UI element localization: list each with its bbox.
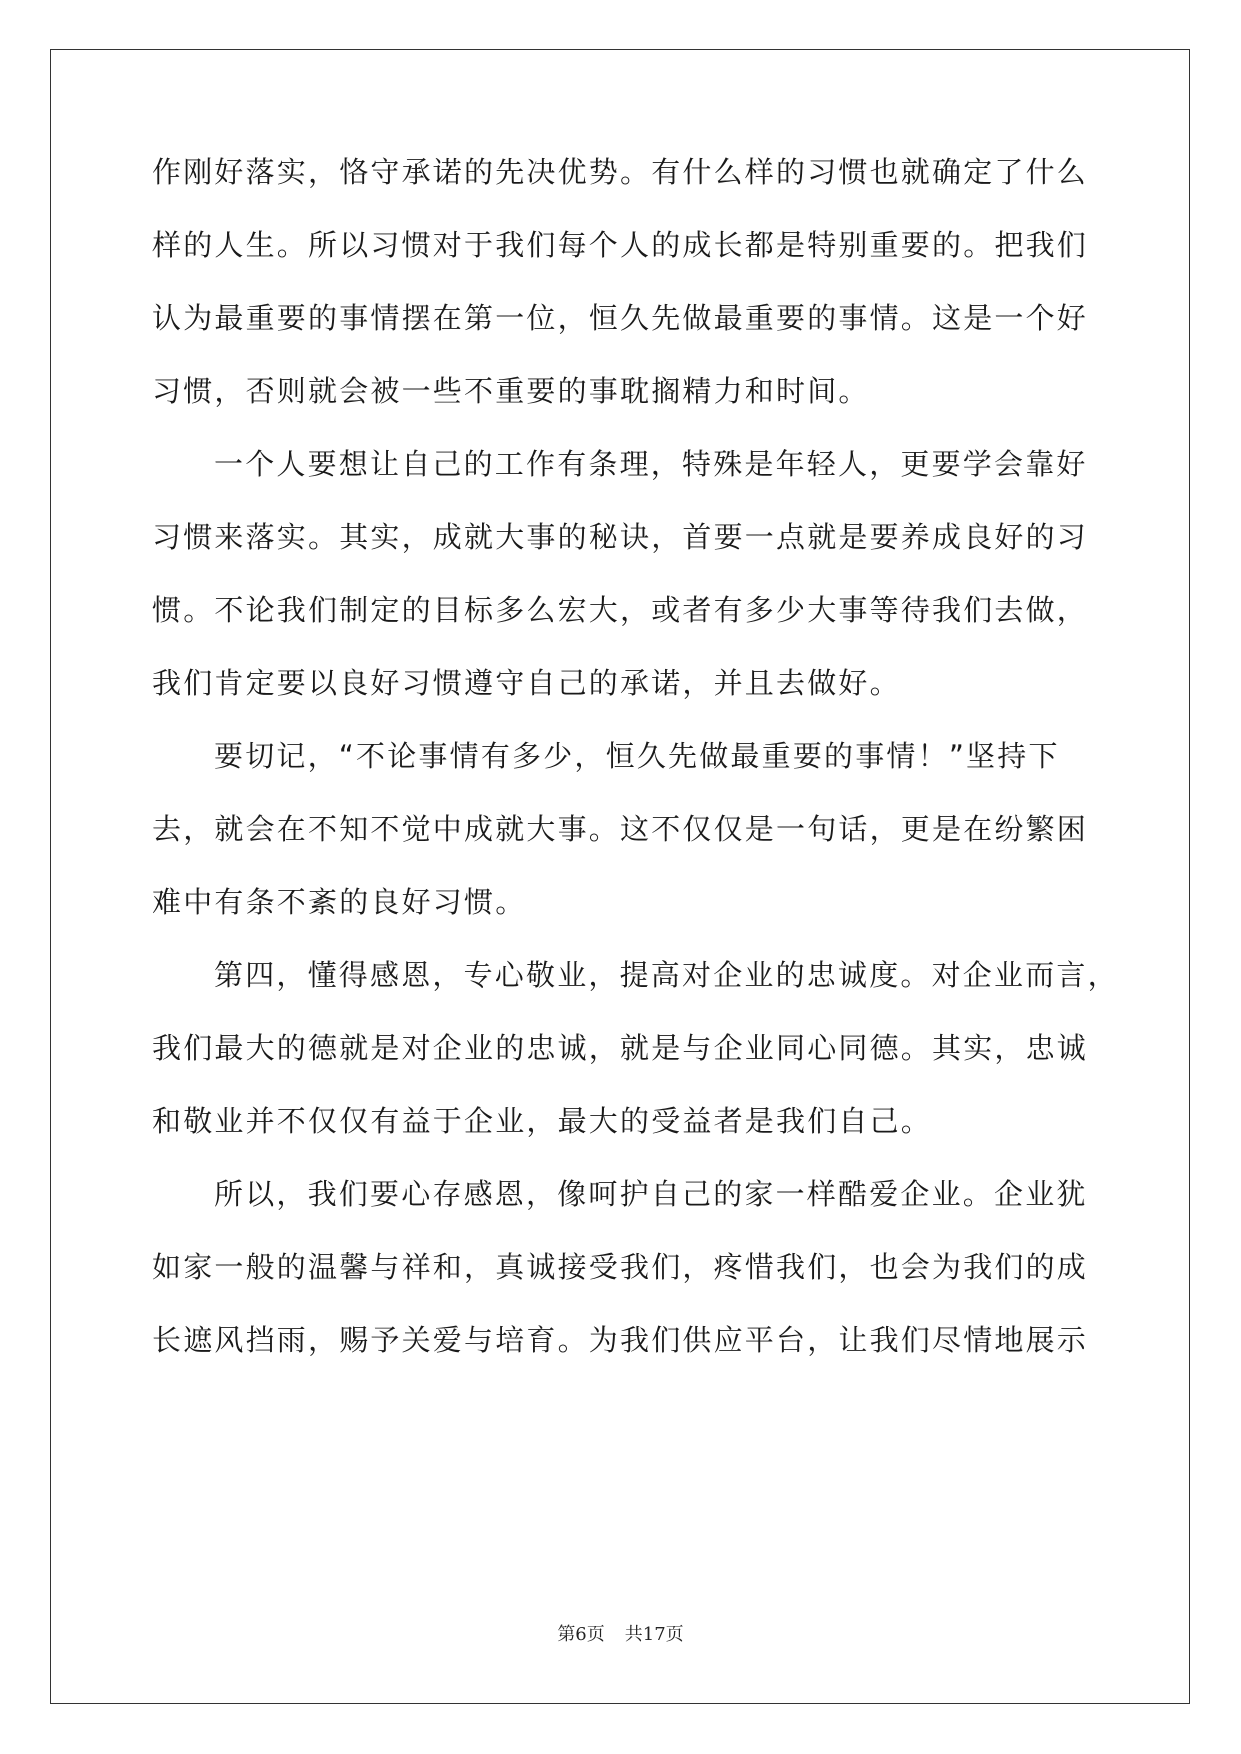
text-line: 如家一般的温馨与祥和，真诚接受我们，疼惜我们，也会为我们的成: [152, 1250, 1089, 1284]
paragraph-first-line: 第四，懂得感恩，专心敬业，提高对企业的忠诚度。对企业而言，: [214, 958, 1119, 992]
text-line: 我们肯定要以良好习惯遵守自己的承诺，并且去做好。: [152, 666, 901, 700]
text-line: 去，就会在不知不觉中成就大事。这不仅仅是一句话，更是在纷繁困: [152, 812, 1089, 846]
text-line: 样的人生。所以习惯对于我们每个人的成长都是特别重要的。把我们: [152, 228, 1089, 262]
text-line: 习惯来落实。其实，成就大事的秘诀，首要一点就是要养成良好的习: [152, 520, 1089, 554]
paragraph-first-line: 要切记，“不论事情有多少，恒久先做最重要的事情！”坚持下: [214, 739, 1060, 773]
paragraph-first-line: 所以，我们要心存感恩，像呵护自己的家一样酷爱企业。企业犹: [214, 1177, 1088, 1211]
text-line: 习惯，否则就会被一些不重要的事耽搁精力和时间。: [152, 374, 870, 408]
page-total: 共17页: [624, 1624, 684, 1645]
text-line: 惯。不论我们制定的目标多么宏大，或者有多少大事等待我们去做，: [152, 593, 1089, 627]
text-line: 作刚好落实，恪守承诺的先决优势。有什么样的习惯也就确定了什么: [152, 155, 1089, 189]
text-line: 难中有条不紊的良好习惯。: [152, 885, 527, 919]
paragraph-first-line: 一个人要想让自己的工作有条理，特殊是年轻人，更要学会靠好: [214, 447, 1088, 481]
text-line: 我们最大的德就是对企业的忠诚，就是与企业同心同德。其实，忠诚: [152, 1031, 1089, 1065]
text-line: 认为最重要的事情摆在第一位，恒久先做最重要的事情。这是一个好: [152, 301, 1089, 335]
text-line: 长遮风挡雨，赐予关爱与培育。为我们供应平台，让我们尽情地展示: [152, 1323, 1089, 1357]
page-footer: [0, 1623, 1241, 1647]
page-number: 第6页: [557, 1624, 605, 1645]
text-line: 和敬业并不仅仅有益于企业，最大的受益者是我们自己。: [152, 1104, 933, 1138]
